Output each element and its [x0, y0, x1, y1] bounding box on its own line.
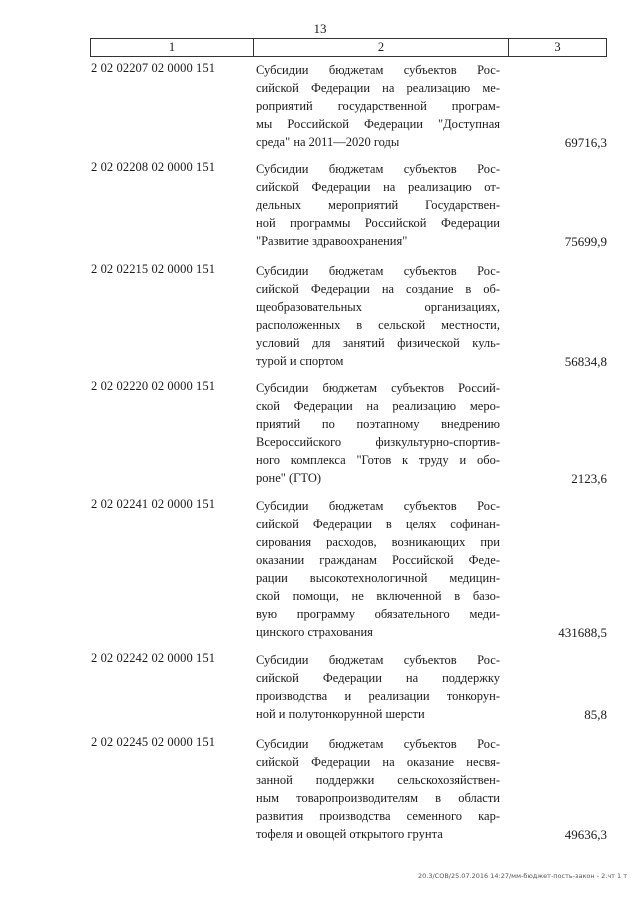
description-line: сийской Федерации на реализацию от- [256, 180, 500, 194]
amount-value: 431688,5 [558, 625, 607, 640]
budget-code: 2 02 02241 02 0000 151 [91, 497, 216, 511]
budget-code: 2 02 02207 02 0000 151 [91, 61, 216, 75]
description-line: расположенных в сельской местности, [256, 318, 500, 332]
description-line: Субсидии бюджетам субъектов Рос- [256, 63, 500, 77]
page-number: 13 [313, 21, 327, 36]
description-line: сийской Федерации на реализацию ме- [256, 81, 500, 95]
budget-code: 2 02 02208 02 0000 151 [91, 160, 216, 174]
description-line: вую программу обязательного меди- [256, 607, 500, 621]
column-header-3: 3 [554, 40, 561, 54]
budget-code: 2 02 02215 02 0000 151 [91, 262, 216, 276]
description-line: цинского страхования [256, 625, 373, 639]
description-line: ской Федерации на реализацию меро- [256, 399, 500, 413]
subsidy-description [256, 160, 500, 250]
description-line: Субсидии бюджетам субъектов Рос- [256, 264, 500, 278]
description-line: ской помощи, не включенной в базо- [256, 589, 500, 603]
amount-value: 85,8 [584, 707, 607, 722]
description-line: Субсидии бюджетам субъектов Рос- [256, 653, 500, 667]
description-line: ной программы Российской Федерации [256, 216, 500, 230]
budget-code: 2 02 02245 02 0000 151 [91, 735, 216, 749]
subsidy-description [256, 379, 500, 487]
description-line: приятий по поэтапному внедрению [256, 417, 500, 431]
description-line: сийской Федерации в целях софинан- [256, 517, 500, 531]
description-line: Всероссийского физкультурно-спортив- [256, 435, 500, 449]
description-line: сийской Федерации на оказание несвя- [256, 755, 500, 769]
subsidy-description [256, 61, 500, 151]
description-line: тофеля и овощей открытого грунта [256, 827, 443, 841]
column-header-row [90, 38, 607, 57]
column-header-2: 2 [254, 39, 509, 56]
description-line: оказании гражданам Российской Феде- [256, 553, 500, 567]
subsidy-description [256, 497, 500, 641]
column-header-1: 1 [91, 39, 254, 56]
description-line: роприятий государственной програм- [256, 99, 500, 113]
description-line: роне" (ГТО) [256, 471, 322, 485]
description-line: Субсидии бюджетам субъектов Рос- [256, 162, 500, 176]
subsidy-description [256, 262, 500, 370]
description-line: ной и полутонкорунной шерсти [256, 707, 425, 721]
description-line: ным товаропроизводителям в области [256, 791, 500, 805]
amount-value: 75699,9 [564, 234, 607, 249]
description-line: рации высокотехнологичной медицин- [256, 571, 500, 585]
description-line: ного комплекса "Готов к труду и обо- [256, 453, 500, 467]
amount-value: 56834,8 [564, 354, 607, 369]
description-line: мы Российской Федерации "Доступная [256, 117, 500, 131]
description-line: турой и спортом [256, 354, 344, 368]
description-line: занной поддержки сельскохозяйствен- [256, 773, 500, 787]
description-line: условий для занятий физической куль- [256, 336, 500, 350]
amount-value: 2123,6 [571, 471, 607, 486]
description-line: производства и реализации тонкорун- [256, 689, 500, 703]
description-line: сийской Федерации на поддержку [256, 671, 500, 685]
amount-value: 49636,3 [564, 827, 607, 842]
amount-value: 69716,3 [564, 135, 607, 150]
description-line: среда" на 2011—2020 годы [256, 135, 400, 149]
description-line: щеобразовательных организациях, [256, 300, 500, 314]
description-line: сийской Федерации на создание в об- [256, 282, 500, 296]
budget-code: 2 02 02220 02 0000 151 [91, 379, 216, 393]
description-line: "Развитие здравоохранения" [256, 234, 408, 248]
budget-code: 2 02 02242 02 0000 151 [91, 651, 216, 665]
description-line: Субсидии бюджетам субъектов Россий- [256, 381, 500, 395]
subsidy-description [256, 735, 500, 843]
description-line: Субсидии бюджетам субъектов Рос- [256, 737, 500, 751]
description-line: сирования расходов, возникающих при [256, 535, 500, 549]
description-line: Субсидии бюджетам субъектов Рос- [256, 499, 500, 513]
description-line: дельных мероприятий Государствен- [256, 198, 500, 212]
document-footer: 20.3/СОВ/25.07.2016 14:27/мм-бюджет-пость-закон - 2.чт 1 т [418, 872, 627, 880]
description-line: развития производства семенного кар- [256, 809, 500, 823]
subsidy-description [256, 651, 500, 723]
